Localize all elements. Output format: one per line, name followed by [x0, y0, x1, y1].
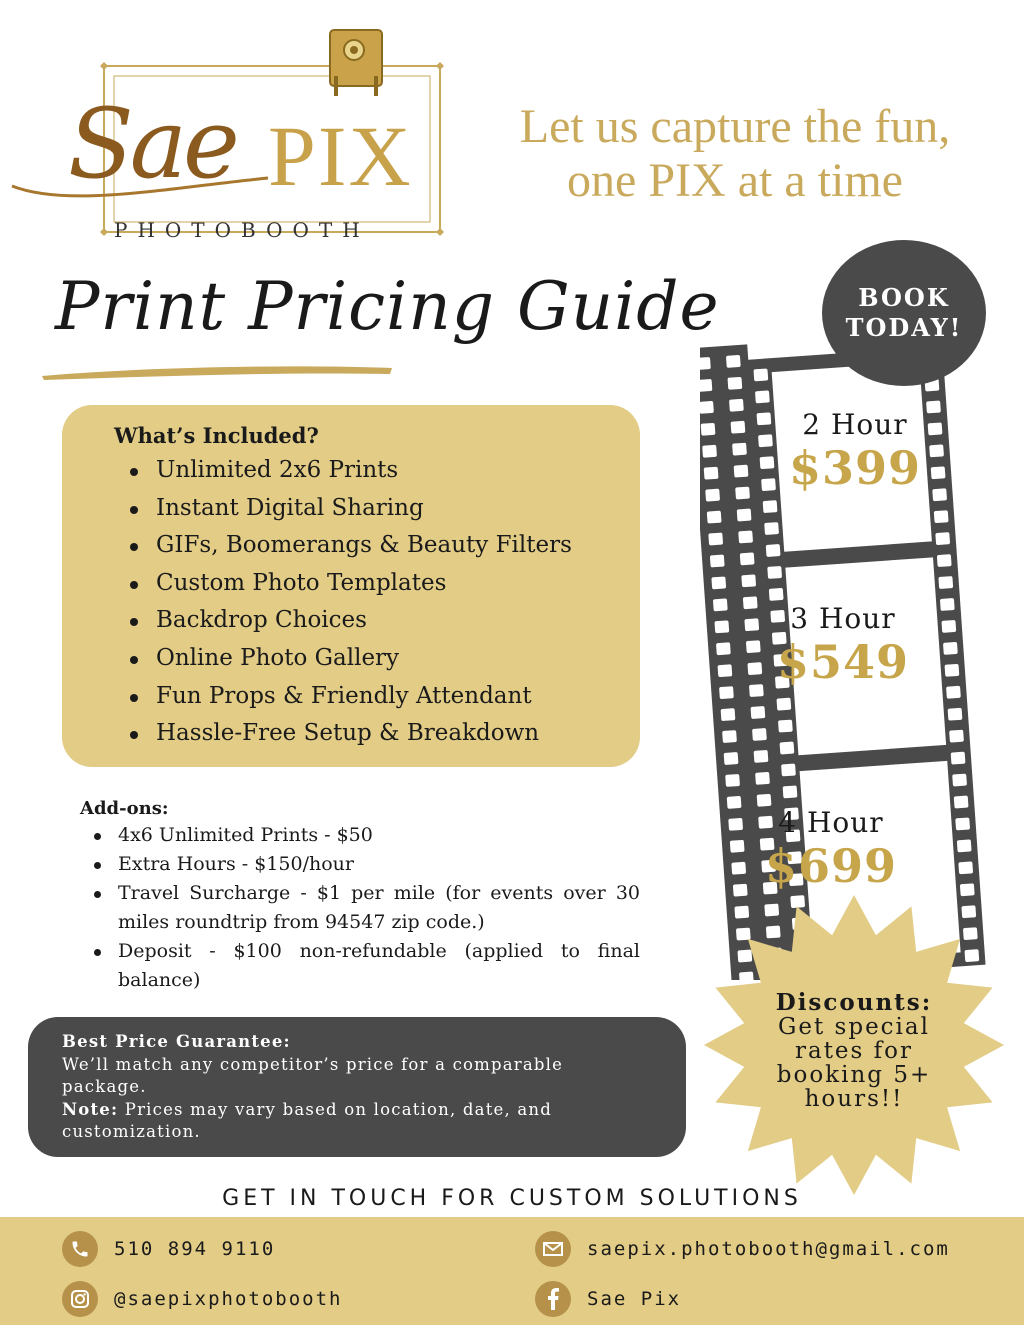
- instagram-icon: [62, 1281, 98, 1317]
- sprocket-hole: [767, 566, 782, 579]
- addons-section: [80, 798, 640, 995]
- sprocket-hole: [704, 467, 719, 480]
- sprocket-hole: [951, 752, 966, 765]
- facebook-name: Sae Pix: [587, 1288, 682, 1310]
- sprocket-hole: [757, 794, 772, 807]
- contact-facebook[interactable]: [535, 1281, 681, 1317]
- sprocket-hole: [724, 752, 739, 765]
- sprocket-hole: [718, 664, 733, 677]
- package-price: $699: [764, 839, 898, 893]
- sprocket-hole: [780, 742, 795, 755]
- badge-line-1: BOOK: [858, 283, 950, 312]
- discount-line-2: rates for: [794, 1038, 914, 1064]
- sprocket-hole: [781, 763, 796, 776]
- sprocket-hole: [776, 698, 791, 711]
- sprocket-hole: [754, 750, 769, 763]
- sprocket-hole: [945, 664, 960, 677]
- discount-title: Discounts:: [775, 989, 933, 1016]
- package-4-hour: [756, 806, 906, 893]
- sprocket-hole: [737, 509, 752, 522]
- sprocket-hole: [741, 574, 756, 587]
- included-title: What’s Included?: [114, 423, 319, 448]
- instagram-handle: @saepixphotobooth: [114, 1288, 343, 1310]
- contact-instagram[interactable]: [62, 1281, 342, 1317]
- sprocket-hole: [753, 368, 768, 381]
- email-address: saepix.photobooth@gmail.com: [587, 1238, 950, 1260]
- sprocket-hole: [757, 412, 772, 425]
- sprocket-hole: [929, 444, 944, 457]
- gold-brush-stroke: [40, 360, 400, 382]
- sprocket-hole: [722, 730, 737, 743]
- phone-number: 510 894 9110: [114, 1238, 276, 1260]
- guarantee-title: Best Price Guarantee:: [62, 1032, 291, 1051]
- tagline-line-2: one PIX at a time: [567, 154, 903, 207]
- sprocket-hole: [725, 774, 740, 787]
- sprocket-hole: [735, 487, 750, 500]
- sprocket-hole: [710, 555, 725, 568]
- list-item: Fun Props & Friendly Attendant: [130, 678, 640, 716]
- sprocket-hole: [732, 443, 747, 456]
- list-item: Online Photo Gallery: [130, 640, 640, 678]
- sprocket-hole: [934, 510, 949, 523]
- sprocket-hole: [731, 862, 746, 875]
- package-2-hour: [780, 408, 930, 495]
- sprocket-hole: [731, 421, 746, 434]
- sprocket-hole: [707, 511, 722, 524]
- sprocket-hole: [713, 598, 728, 611]
- sprocket-hole: [727, 796, 742, 809]
- sprocket-hole: [708, 533, 723, 546]
- sprocket-hole: [931, 466, 946, 479]
- sprocket-hole: [758, 434, 773, 447]
- book-today-badge[interactable]: [822, 240, 986, 386]
- sprocket-hole: [954, 796, 969, 809]
- sprocket-hole: [716, 642, 731, 655]
- list-item: Travel Surcharge - $1 per mile (for events over 30 miles roundtrip from 94547 zip code.): [92, 879, 640, 937]
- sprocket-hole: [726, 355, 741, 368]
- sprocket-hole: [949, 730, 964, 743]
- discount-line-4: hours!!: [804, 1086, 904, 1112]
- logo-block-text: PIX: [268, 108, 413, 204]
- sprocket-hole: [763, 500, 778, 513]
- package-price: $399: [788, 441, 922, 495]
- sprocket-hole: [746, 640, 761, 653]
- package-hours: 2 Hour: [802, 408, 908, 441]
- sprocket-hole: [749, 684, 764, 697]
- sprocket-hole: [783, 785, 798, 798]
- list-item: Hassle-Free Setup & Breakdown: [130, 715, 640, 753]
- sprocket-hole: [728, 818, 743, 831]
- included-list: [114, 452, 640, 753]
- sprocket-hole: [701, 423, 716, 436]
- guarantee-body: We’ll match any competitor’s price for a comparable package.: [62, 1054, 564, 1096]
- sprocket-hole: [702, 445, 717, 458]
- sprocket-hole: [752, 728, 767, 741]
- sprocket-hole: [719, 686, 734, 699]
- list-item: Unlimited 2x6 Prints: [130, 452, 640, 490]
- sprocket-hole: [738, 530, 753, 543]
- logo: [8, 28, 448, 248]
- sprocket-hole: [764, 522, 779, 535]
- sprocket-hole: [952, 774, 967, 787]
- sprocket-hole: [747, 662, 762, 675]
- sprocket-hole: [958, 861, 973, 874]
- sprocket-hole: [727, 377, 742, 390]
- note-body: Prices may vary based on location, date, and customization.: [62, 1099, 553, 1141]
- sprocket-hole: [711, 576, 726, 589]
- sprocket-hole: [935, 532, 950, 545]
- sprocket-hole: [769, 588, 784, 601]
- sprocket-hole: [729, 399, 744, 412]
- package-3-hour: [768, 602, 918, 689]
- list-item: Deposit - $100 non-refundable (applied to final balance): [92, 937, 640, 995]
- discount-starburst: [698, 895, 1010, 1195]
- sprocket-hole: [955, 817, 970, 830]
- contact-footer: [0, 1217, 1024, 1325]
- sprocket-hole: [957, 839, 972, 852]
- sprocket-hole: [760, 456, 775, 469]
- logo-subtitle: PHOTOBOOTH: [114, 218, 370, 242]
- list-item: GIFs, Boomerangs & Beauty Filters: [130, 527, 640, 565]
- sprocket-hole: [938, 576, 953, 589]
- package-hours: 4 Hour: [778, 806, 884, 839]
- phone-icon: [62, 1231, 98, 1267]
- addons-list: [80, 821, 640, 995]
- contact-phone[interactable]: [62, 1231, 275, 1267]
- list-item: 4x6 Unlimited Prints - $50: [92, 821, 640, 850]
- tagline-line-1: Let us capture the fun,: [519, 100, 951, 153]
- sprocket-hole: [755, 772, 770, 785]
- discount-text: [698, 991, 1010, 1111]
- discount-line-1: Get special: [778, 1014, 930, 1040]
- discount-line-3: booking 5+: [776, 1062, 932, 1088]
- sprocket-hole: [740, 552, 755, 565]
- sprocket-hole: [700, 401, 714, 414]
- badge-line-2: TODAY!: [845, 313, 963, 342]
- sprocket-hole: [761, 478, 776, 491]
- tagline: [470, 100, 1000, 208]
- sprocket-hole: [700, 379, 712, 392]
- list-item: Custom Photo Templates: [130, 565, 640, 603]
- sprocket-hole: [700, 357, 711, 370]
- package-hours: 3 Hour: [790, 602, 896, 635]
- sprocket-hole: [705, 489, 720, 502]
- email-icon: [535, 1231, 571, 1267]
- sprocket-hole: [755, 390, 770, 403]
- call-to-action: GET IN TOUCH FOR CUSTOM SOLUTIONS: [222, 1186, 802, 1211]
- guarantee-box: [28, 1017, 686, 1157]
- page-title: Print Pricing Guide: [55, 268, 720, 345]
- note-label: Note:: [62, 1099, 119, 1119]
- sprocket-hole: [943, 642, 958, 655]
- sprocket-hole: [751, 706, 766, 719]
- sprocket-hole: [946, 686, 961, 699]
- sprocket-hole: [730, 840, 745, 853]
- list-item: Extra Hours - $150/hour: [92, 850, 640, 879]
- sprocket-hole: [937, 554, 952, 567]
- sprocket-hole: [766, 544, 781, 557]
- sprocket-hole: [744, 618, 759, 631]
- facebook-icon: [535, 1281, 571, 1317]
- sprocket-hole: [743, 596, 758, 609]
- included-box: [62, 405, 640, 767]
- list-item: Backdrop Choices: [130, 602, 640, 640]
- sprocket-hole: [721, 708, 736, 721]
- sprocket-hole: [940, 598, 955, 611]
- list-item: Instant Digital Sharing: [130, 490, 640, 528]
- sprocket-hole: [714, 620, 729, 633]
- sprocket-hole: [778, 720, 793, 733]
- package-price: $549: [776, 635, 910, 689]
- sprocket-hole: [932, 488, 947, 501]
- logo-script-text: Sae: [68, 88, 236, 200]
- sprocket-hole: [734, 465, 749, 478]
- sprocket-hole: [948, 708, 963, 721]
- sprocket-hole: [941, 620, 956, 633]
- contact-email[interactable]: [535, 1231, 950, 1267]
- camera-icon: [330, 30, 382, 96]
- addons-title: Add-ons:: [80, 798, 169, 819]
